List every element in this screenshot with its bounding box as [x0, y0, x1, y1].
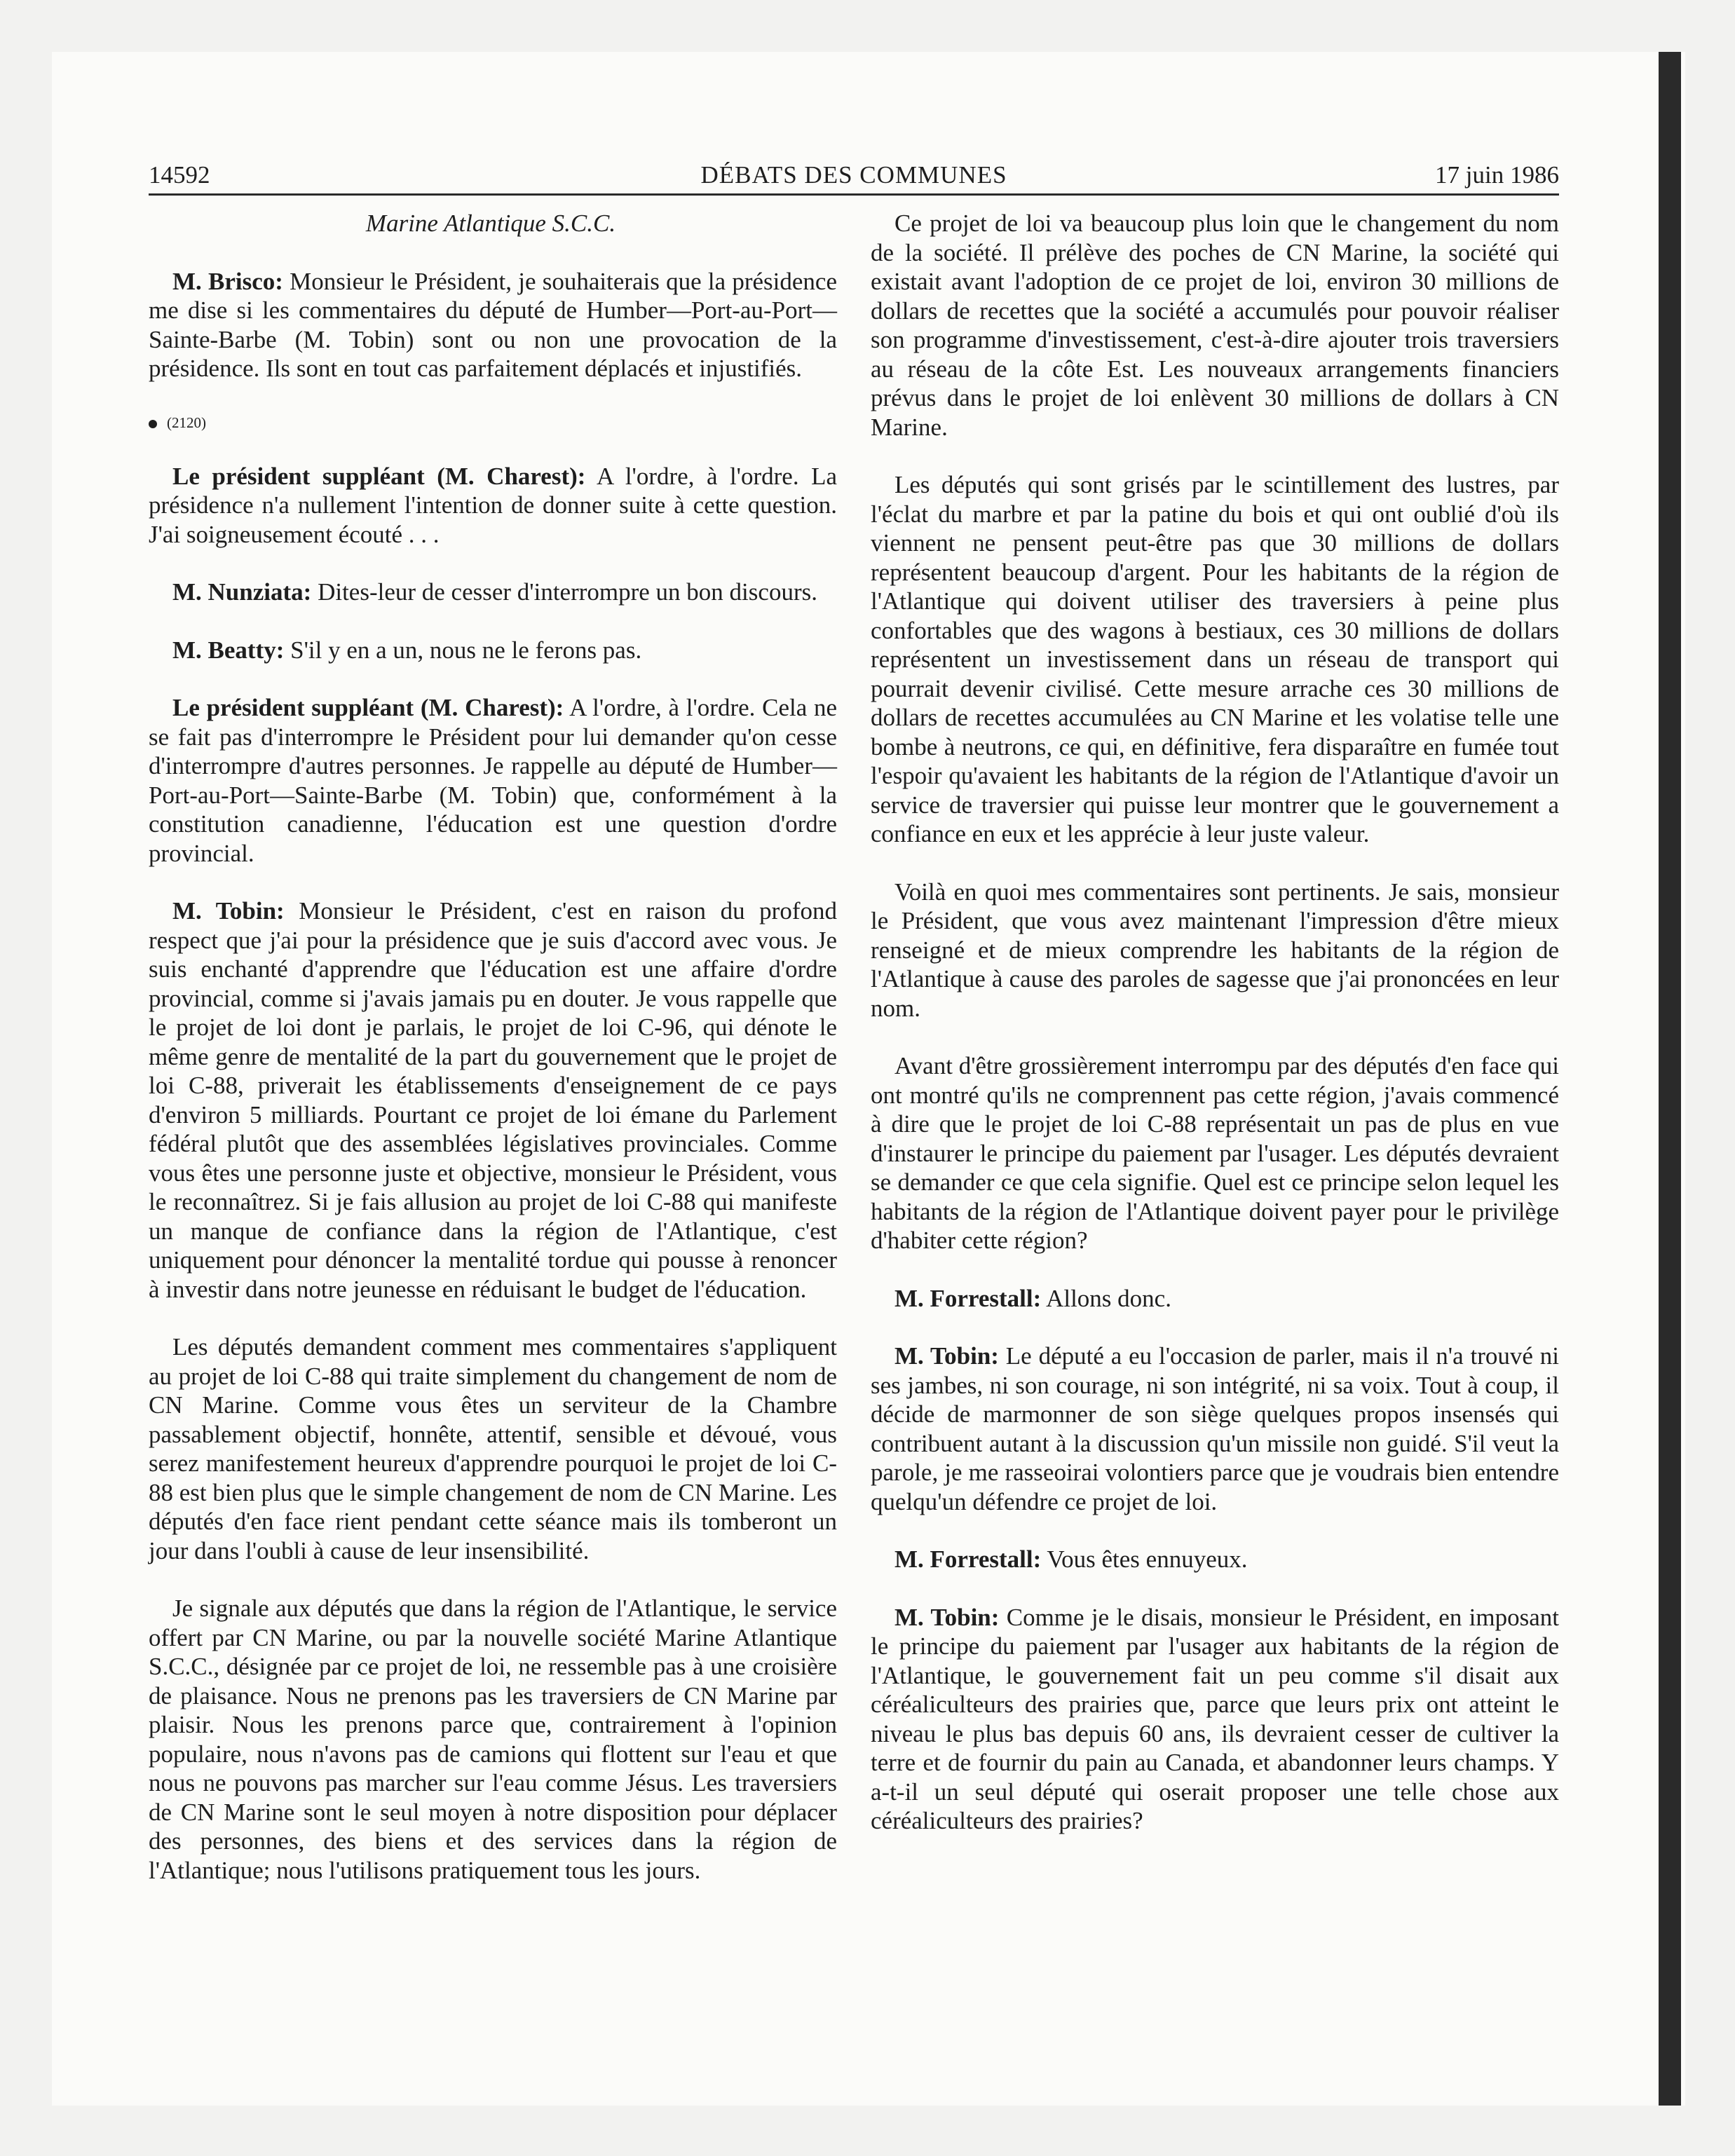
- paragraph-text: Ce projet de loi va beaucoup plus loin que le changement du nom de la société. Il prélève des poches de CN Marine, la société qui existait avant l'adoption de ce projet de loi, environ 30 millions de dollars de recettes que la société a accumulés pour pouvoir réaliser son programme d'investissement, c'est-à-dire ajouter trois traversiers au réseau de la côte Est. Les nouveaux arrangements financiers prévus dans le projet de loi enlèvent 30 millions de dollars à CN Marine.: [871, 210, 1559, 441]
- paragraph: [149, 462, 837, 550]
- paragraph: [871, 209, 1559, 442]
- speaker-name: M. Beatty:: [172, 636, 285, 664]
- scan-edge-bar: [1659, 52, 1681, 2106]
- paragraph-text: Les députés qui sont grisés par le scintillement des lustres, par l'éclat du marbre et par la patine du bois et qui ont oublié d'où ils viennent ne pensent peut-être pas que 30 millions de dollars représentent beaucoup d'argent. Pour les habitants de la région de l'Atlantique qui doivent utiliser des traversiers à peine plus confortables que des wagons à bestiaux, ces 30 millions de dollars représentent un investissement dans un réseau de transport qui pourrait devenir civilisé. Cette mesure arrache ces 30 millions de dollars de recettes accumulées au CN Marine et les volatise telle une bombe à neutrons, ce qui, en définitive, fera disparaître en fumée tout l'espoir qu'avaient les habitants de la région de l'Atlantique d'avoir un service de traversier qui puisse leur montrer que le gouvernement a confiance en eux et les apprécie à leur juste valeur.: [871, 471, 1559, 847]
- speaker-name: Le président suppléant (M. Charest):: [172, 694, 564, 721]
- paragraph: [149, 267, 837, 383]
- right-column: [871, 209, 1559, 1864]
- paragraph-text: Les députés demandent comment mes commentaires s'appliquent au projet de loi C-88 qui traite simplement du changement de nom de CN Marine. Comme vous êtes un serviteur de la Chambre passablement objectif, honnête, attentif, sensible et dévoué, vous serez manifestement heureux d'apprendre pourquoi le projet de loi C-88 est bien plus que le simple changement de nom de CN Marine. Les députés d'en face rient pendant cette séance mais ils tomberont un jour dans l'oubli à cause de leur insensibilité.: [149, 1333, 837, 1564]
- bullet-icon: [149, 420, 157, 428]
- paragraph: [149, 693, 837, 868]
- page-number: 14592: [149, 161, 210, 189]
- page-header: [149, 157, 1559, 196]
- paragraph-text: S'il y en a un, nous ne le ferons pas.: [284, 636, 642, 664]
- speaker-name: M. Forrestall:: [894, 1284, 1042, 1312]
- paragraph: [149, 1332, 837, 1565]
- paragraph: [149, 636, 837, 665]
- paragraph-text: Monsieur le Président, c'est en raison du profond respect que j'ai pour la présidence que je suis d'accord avec vous. Je suis enchanté d'apprendre que l'éducation est une affaire d'ordre provincial, comme si j'avais jamais pu en douter. Je vous rappelle que le projet de loi dont je parlais, le projet de loi C-96, qui dénote le même genre de mentalité de la part du gouvernement que le projet de loi C-88, priverait les établissements d'enseignement de ce pays d'environ 5 milliards. Pourtant ce projet de loi émane du Parlement fédéral plutôt que des assemblées législatives provinciales. Comme vous êtes une personne juste et objective, monsieur le Président, vous le reconnaîtrez. Si je fais allusion au projet de loi C-88 qui manifeste un manque de confiance dans la région de l'Atlantique, c'est uniquement pour dénoncer la mentalité tordue qui pousse à renoncer à investir dans notre jeunesse en réduisant le budget de l'éducation.: [149, 897, 837, 1303]
- timestamp: [149, 412, 837, 433]
- paragraph-text: Vous êtes ennuyeux.: [1041, 1546, 1248, 1573]
- speaker-name: M. Tobin:: [894, 1603, 1000, 1631]
- page-title: DÉBATS DES COMMUNES: [700, 161, 1007, 189]
- paragraph: [871, 1342, 1559, 1516]
- speaker-name: M. Nunziata:: [172, 578, 312, 606]
- paragraph-text: A l'ordre, à l'ordre. La présidence n'a nullement l'intention de donner suite à cette question. J'ai soigneusement écouté . . .: [149, 462, 837, 548]
- paragraph-text: Dites-leur de cesser d'interrompre un bon discours.: [311, 578, 817, 606]
- paragraph: [149, 1594, 837, 1885]
- section-title: Marine Atlantique S.C.C.: [365, 210, 616, 237]
- paragraph: [871, 1284, 1559, 1314]
- speaker-name: M. Tobin:: [894, 1342, 999, 1370]
- paragraph: [871, 1051, 1559, 1255]
- paragraph-text: Monsieur le Président, je souhaiterais que la présidence me dise si les commentaires du député de Humber—Port-au-Port—Sainte-Barbe (M. Tobin) sont ou non une provocation de la présidence. Ils sont en tout cas parfaitement déplacés et injustifiés.: [149, 267, 837, 382]
- paragraph: [871, 1603, 1559, 1836]
- paragraph-text: Comme je le disais, monsieur le Président, en imposant le principe du paiement par l'usager aux habitants de la région de l'Atlantique, le gouvernement fait un peu comme s'il disait aux céréaliculteurs des prairies que, parce que leurs prix ont atteint le niveau le plus bas depuis 60 ans, ils devraient cesser de cultiver la terre et de fournir du pain au Canada, et abandonner leurs champs. Y a-t-il un seul député qui oserait proposer une telle chose aux céréaliculteurs des prairies?: [871, 1603, 1559, 1834]
- left-column: [149, 209, 837, 1913]
- speaker-name: M. Tobin:: [172, 897, 285, 925]
- speaker-name: Le président suppléant (M. Charest):: [172, 462, 586, 490]
- paragraph: [149, 896, 837, 1304]
- paragraph: [871, 878, 1559, 1023]
- paragraph: [149, 578, 837, 607]
- timestamp-text: (2120): [167, 414, 206, 431]
- paragraph: [871, 1545, 1559, 1574]
- paragraph-text: Je signale aux députés que dans la région de l'Atlantique, le service offert par CN Marine, ou par la nouvelle société Marine Atlantique S.C.C., désignée par ce projet de loi, ne ressemble pas à une croisière de plaisance. Nous ne prenons pas les traversiers de CN Marine par plaisir. Nous les prenons parce que, contrairement à l'opinion populaire, nous n'avons pas de camions qui flottent sur l'eau et que nous ne pouvons pas marcher sur l'eau comme Jésus. Les traversiers de CN Marine sont le seul moyen à notre disposition pour déplacer des personnes, des biens et des services dans la région de l'Atlantique; nous l'utilisons pratiquement tous les jours.: [149, 1595, 837, 1884]
- speaker-name: M. Forrestall:: [894, 1546, 1042, 1573]
- paragraph: [871, 470, 1559, 849]
- paragraph-text: A l'ordre, à l'ordre. Cela ne se fait pas d'interrompre le Président pour lui demander qu'on cesse d'interrompre d'autres personnes. Je rappelle au député de Humber—Port-au-Port—Sainte-Barbe (M. Tobin) que, conformément à la constitution canadienne, l'éducation est une question d'ordre provincial.: [149, 694, 838, 867]
- header-date: 17 juin 1986: [1435, 161, 1559, 189]
- speaker-name: M. Brisco:: [172, 267, 283, 295]
- paragraph-text: Le député a eu l'occasion de parler, mais il n'a trouvé ni ses jambes, ni son courage, ni son intégrité, ni sa voix. Tout à coup, il décide de marmonner de son siège quelques propos insensés qui contribuent autant à la discussion qu'un missile non guidé. S'il veut la parole, je me rasseoirai volontiers parce que je voudrais bien entendre quelqu'un défendre ce projet de loi.: [871, 1342, 1559, 1515]
- paragraph-text: Avant d'être grossièrement interrompu par des députés d'en face qui ont montré qu'ils ne comprennent pas cette région, j'avais commencé à dire que le projet de loi C-88 représentait un pas de plus en vue d'instaurer le principe du paiement par l'usager. Les députés devraient se demander ce que cela signifie. Quel est ce principe selon lequel les habitants de la région de l'Atlantique doivent payer pour le privilège d'habiter cette région?: [871, 1052, 1559, 1254]
- paragraph-text: Allons donc.: [1041, 1284, 1171, 1312]
- paragraph-text: Voilà en quoi mes commentaires sont pertinents. Je sais, monsieur le Président, que vous avez maintenant l'impression d'être mieux renseigné et de mieux comprendre les habitants de la région de l'Atlantique à cause des paroles de sagesse que j'ai prononcées en leur nom.: [871, 878, 1559, 1022]
